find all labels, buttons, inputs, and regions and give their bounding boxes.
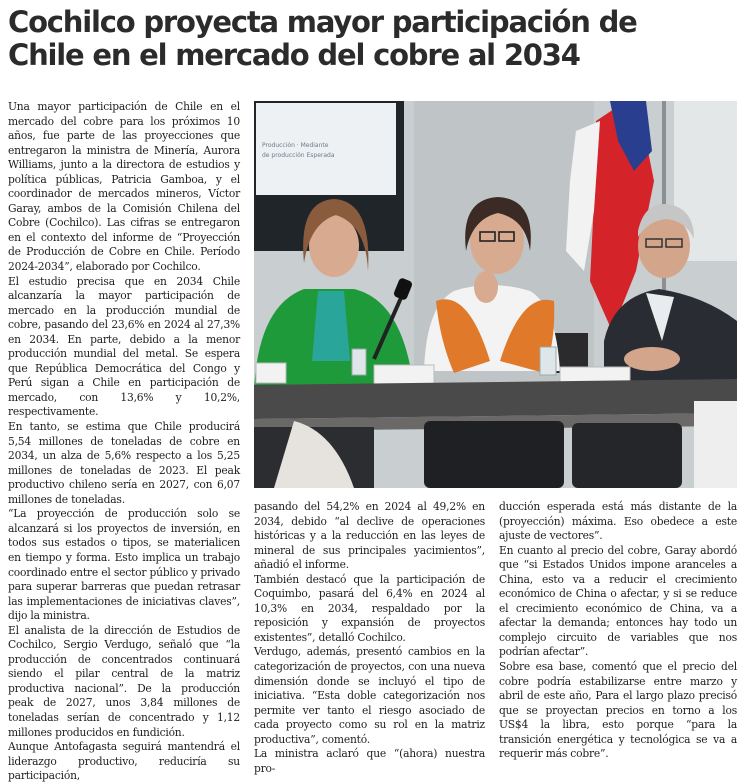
paragraph: En cuanto al precio del cobre, Garay abordó que “si Estados Unidos impone aranceles a China, esto va a reducir el crecimiento económico de China o afectar, y si se reduce el crecimiento económico de China, va a afectar la demanda; entonces hay todo un complejo circuito de variables que nos podrían afectar”. [499, 543, 737, 659]
article-column-3 [499, 500, 737, 762]
man-hands [624, 347, 680, 371]
paragraph: El estudio precisa que en 2034 Chile alcanzaría la mayor participación de mercado en la producción mundial de cobre, pasando del 23,6% en 2024 al 27,3% en 2034. En parte, debido a la menor producción mundial del metal. Se espera que República Democrática del Congo y Perú sigan a Chile en participación de mercado, con 13,6% y 10,2%, respectivamente. [8, 274, 240, 419]
article-column-1 [8, 100, 240, 784]
water-glass [352, 349, 366, 375]
paragraph: ducción esperada está más distante de la (proyección) máxima. Eso obedece a este ajuste de vectores”. [499, 500, 737, 543]
woman1-blouse [312, 291, 350, 361]
headline [8, 6, 738, 72]
name-plate [256, 363, 286, 383]
paragraph: Sobre esa base, comentó que el precio del cobre podría estabilizarse entre marzo y abril de este año, Para el largo plazo precisó que se proyectan precios en torno a los US$4 la libra, esto porque “para la transición energética y tecnológica se va a requerir más cobre”. [499, 660, 737, 761]
paragraph: Aunque Antofagasta seguirá mantendrá el liderazgo productivo, reduciría su participación, [8, 740, 240, 783]
headline-line-1: Cochilco proyecta mayor participación de [8, 5, 637, 39]
screen-text-1: Producción · Mediante [262, 142, 329, 149]
screen-text-2: de producción Esperada [262, 152, 335, 159]
woman2-hand [474, 271, 498, 303]
paragraph: La ministra aclaró que “(ahora) nuestra pro- [254, 747, 485, 775]
paragraph: pasando del 54,2% en 2024 al 49,2% en 2034, debido “al declive de operaciones históricas y a la reducción en las leyes de mineral de sus principales yacimientos”, añadió el informe. [254, 500, 485, 572]
projection-screen [256, 103, 396, 195]
photo-illustration [254, 101, 737, 488]
paragraph: En tanto, se estima que Chile producirá 5,54 millones de toneladas de cobre en 2034, un alza de 5,6% respecto a los 5,25 millones de toneladas de 2023. El peak productivo chileno sería en 2027, con 6,07 millones de toneladas. [8, 420, 240, 506]
article-column-2 [254, 500, 485, 776]
paragraph: Verdugo, además, presentó cambios en la categorización de proyectos, con una nueva dimensión donde se incluyó el tipo de iniciativa. “Esta doble categorización nos permite ver tanto el riesgo asociado de cada proyecto como su rol en la matriz productiva”, comentó. [254, 645, 485, 746]
paragraph: El analista de la dirección de Estudios de Cochilco, Sergio Verdugo, señaló que “la producción de concentrados continuará siendo el pilar central de la matriz productiva nacional”. De la producción peak de 2027, unos 3,84 millones de toneladas serían de concentrado y 1,12 millones producidos en fundición. [8, 623, 240, 739]
name-plate [374, 365, 434, 385]
headline-line-2: Chile en el mercado del cobre al 2034 [8, 38, 580, 72]
foreground-shirt [694, 401, 737, 488]
conference-table [254, 379, 737, 419]
press-photo [254, 101, 737, 488]
paragraph: Una mayor participación de Chile en el mercado del cobre para los próximos 10 años, fue parte de las proyecciones que entregaron la ministra de Minería, Aurora Williams, junto a la directora de estudios y política públicas, Patricia Gamboa, y el coordinador de mercados mineros, Víctor Garay, ambos de la Comisión Chilena del Cobre (Cochilco). Las cifras se entregaron en el contexto del informe de “Proyección de Producción de Cobre en Chile. Período 2024-2034”, elaborado por Cochilco. [8, 100, 240, 274]
paragraph: “La proyección de producción solo se alcanzará si los proyectos de inversión, en todos sus estados o tipos, se materialicen en tiempo y forma. Esto implica un trabajo coordinado entre el sector público y privado para superar barreras que puedan retrasar las implementaciones de iniciativas claves”, dijo la ministra. [8, 507, 240, 623]
paragraph: También destacó que la participación de Coquimbo, pasará del 6,4% en 2024 al 10,3% en 2034, respaldado por la reposición y expansión de proyectos existentes”, detalló Cochilco. [254, 572, 485, 644]
water-glass [540, 347, 556, 375]
chair [424, 421, 564, 488]
chair [572, 423, 682, 488]
